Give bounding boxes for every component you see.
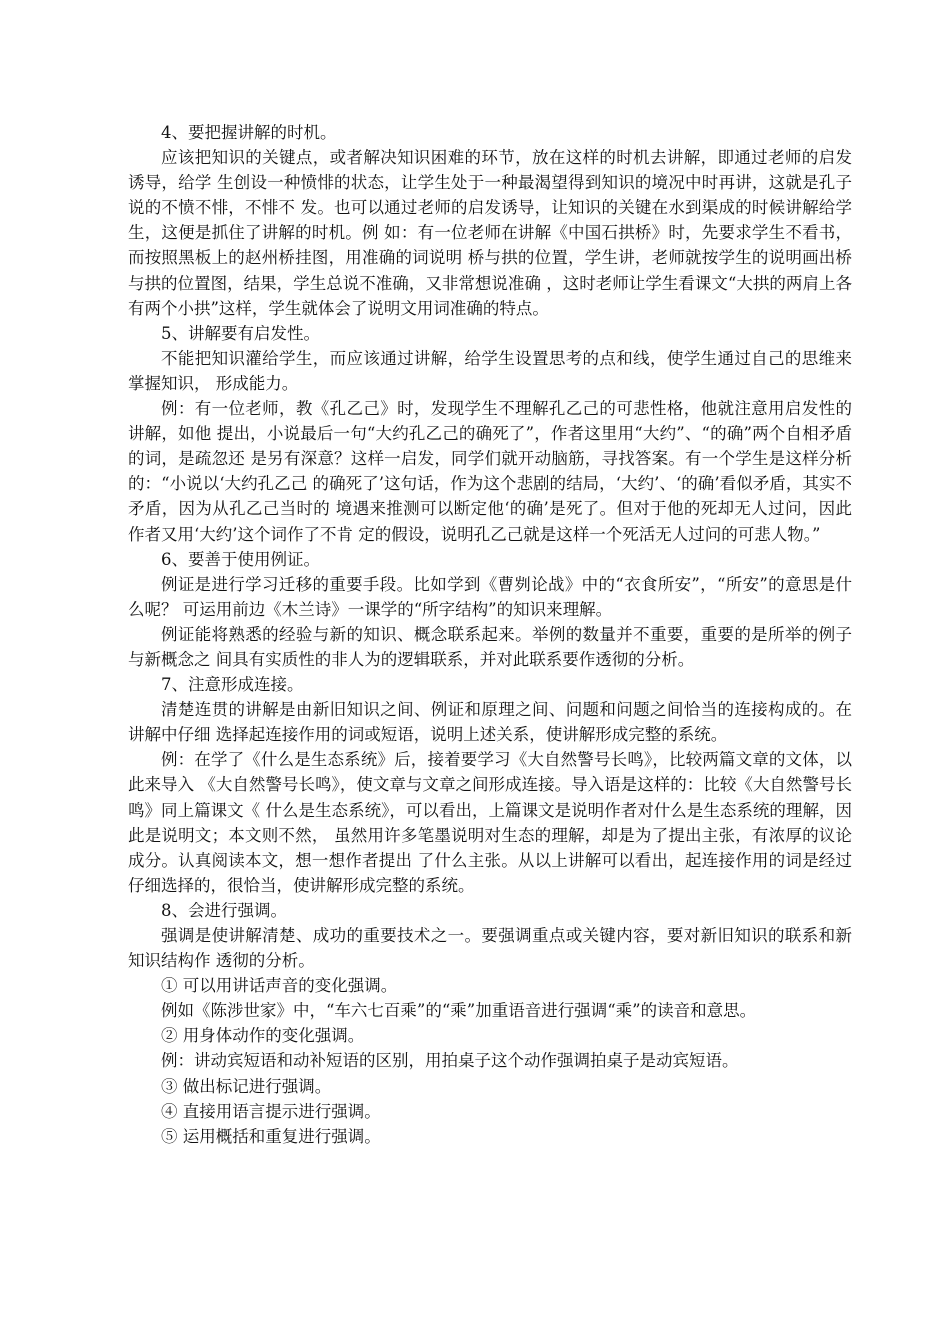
document-body bbox=[128, 120, 852, 1149]
paragraph: 例：有一位老师，教《孔乙己》时，发现学生不理解孔乙己的可悲性格，他就注意用启发性的讲解，如他 提出，小说最后一句“大约孔乙己的确死了”，作者这里用“大约”、“的确”两个自相矛盾的词，是疏忽还 是另有深意？这样一启发，同学们就开动脑筋，寻找答案。有一个学生是这样分析的：“小说以‘大约孔乙己 的确死了’这句话，作为这个悲剧的结局，‘大约’、‘的确’看似矛盾，其实不矛盾，因为从孔乙己当时的 境遇来推测可以断定他‘的确’是死了。但对于他的死却无人过问，因此作者又用‘大约’这个词作了不肯 定的假设，说明孔乙己就是这样一个死活无人过问的可悲人物。” bbox=[128, 399, 852, 544]
list-item-2: ② 用身体动作的变化强调。 bbox=[161, 1026, 365, 1046]
paragraph: 清楚连贯的讲解是由新旧知识之间、例证和原理之间、问题和问题之间恰当的连接构成的。在讲解中仔细 选择起连接作用的词或短语，说明上述关系，使讲解形成完整的系统。 bbox=[128, 700, 852, 745]
section-heading-4: 4、要把握讲解的时机。 bbox=[161, 123, 337, 142]
list-item-1: ① 可以用讲话声音的变化强调。 bbox=[161, 976, 398, 996]
list-item-3: ③ 做出标记进行强调。 bbox=[161, 1076, 332, 1096]
paragraph: 不能把知识灌给学生，而应该通过讲解，给学生设置思考的点和线，使学生通过自己的思维来掌握知识， 形成能力。 bbox=[128, 348, 852, 393]
section-heading-7: 7、注意形成连接。 bbox=[161, 675, 304, 695]
section-heading-5: 5、讲解要有启发性。 bbox=[161, 323, 320, 343]
paragraph: 例证能将熟悉的经验与新的知识、概念联系起来。举例的数量并不重要，重要的是所举的例子与新概念之 间具有实质性的非人为的逻辑联系，并对此联系要作透彻的分析。 bbox=[128, 624, 852, 669]
paragraph: 例如《陈涉世家》中，“车六七百乘”的“乘”加重语音进行强调“乘”的读音和意思。 bbox=[161, 1001, 757, 1021]
section-heading-8: 8、会进行强调。 bbox=[161, 900, 287, 920]
paragraph: 例：讲动宾短语和动补短语的区别，用拍桌子这个动作强调拍桌子是动宾短语。 bbox=[161, 1051, 739, 1071]
paragraph: 应该把知识的关键点，或者解决知识困难的环节，放在这样的时机去讲解，即通过老师的启发诱导，给学 生创设一种愤悱的状态，让学生处于一种最渴望得到知识的境况中时再讲，这就是孔子说的不愤不悱，不悱不 发。也可以通过老师的启发诱导，让知识的关键在水到渠成的时候讲解给学生，这便是抓住了讲解的时机。例 如：有一位老师在讲解《中国石拱桥》时，先要求学生不看书，而按照黑板上的赵州桥挂图，用准确的词说明 桥与拱的位置，学生讲，老师就按学生的说明画出桥与拱的位置图，结果，学生总说不准确，又非常想说准确 ，这时老师让学生看课文“大拱的两肩上各有两个小拱”这样，学生就体会了说明文用词准确的特点。 bbox=[128, 148, 852, 318]
section-heading-6: 6、要善于使用例证。 bbox=[161, 549, 320, 569]
list-item-4: ④ 直接用语言提示进行强调。 bbox=[161, 1101, 381, 1121]
paragraph: 强调是使讲解清楚、成功的重要技术之一。要强调重点或关键内容，要对新旧知识的联系和新知识结构作 透彻的分析。 bbox=[128, 926, 852, 971]
list-item-5: ⑤ 运用概括和重复进行强调。 bbox=[161, 1126, 381, 1146]
paragraph: 例证是进行学习迁移的重要手段。比如学到《曹刿论战》中的“衣食所安”，“所安”的意思是什么呢？ 可运用前边《木兰诗》一课学的“所字结构”的知识来理解。 bbox=[128, 574, 852, 619]
paragraph: 例：在学了《什么是生态系统》后，接着要学习《大自然警号长鸣》，比较两篇文章的文体，以此来导入 《大自然警号长鸣》，使文章与文章之间形成连接。导入语是这样的：比较《大自然警号长鸣》同上篇课文《 什么是生态系统》，可以看出，上篇课文是说明作者对什么是生态系统的理解，因此是说明文；本文则不然， 虽然用许多笔墨说明对生态的理解，却是为了提出主张，有浓厚的议论成分。认真阅读本文，想一想作者提出 了什么主张。从以上讲解可以看出，起连接作用的词是经过仔细选择的，很恰当，使讲解形成完整的系统。 bbox=[128, 750, 852, 895]
